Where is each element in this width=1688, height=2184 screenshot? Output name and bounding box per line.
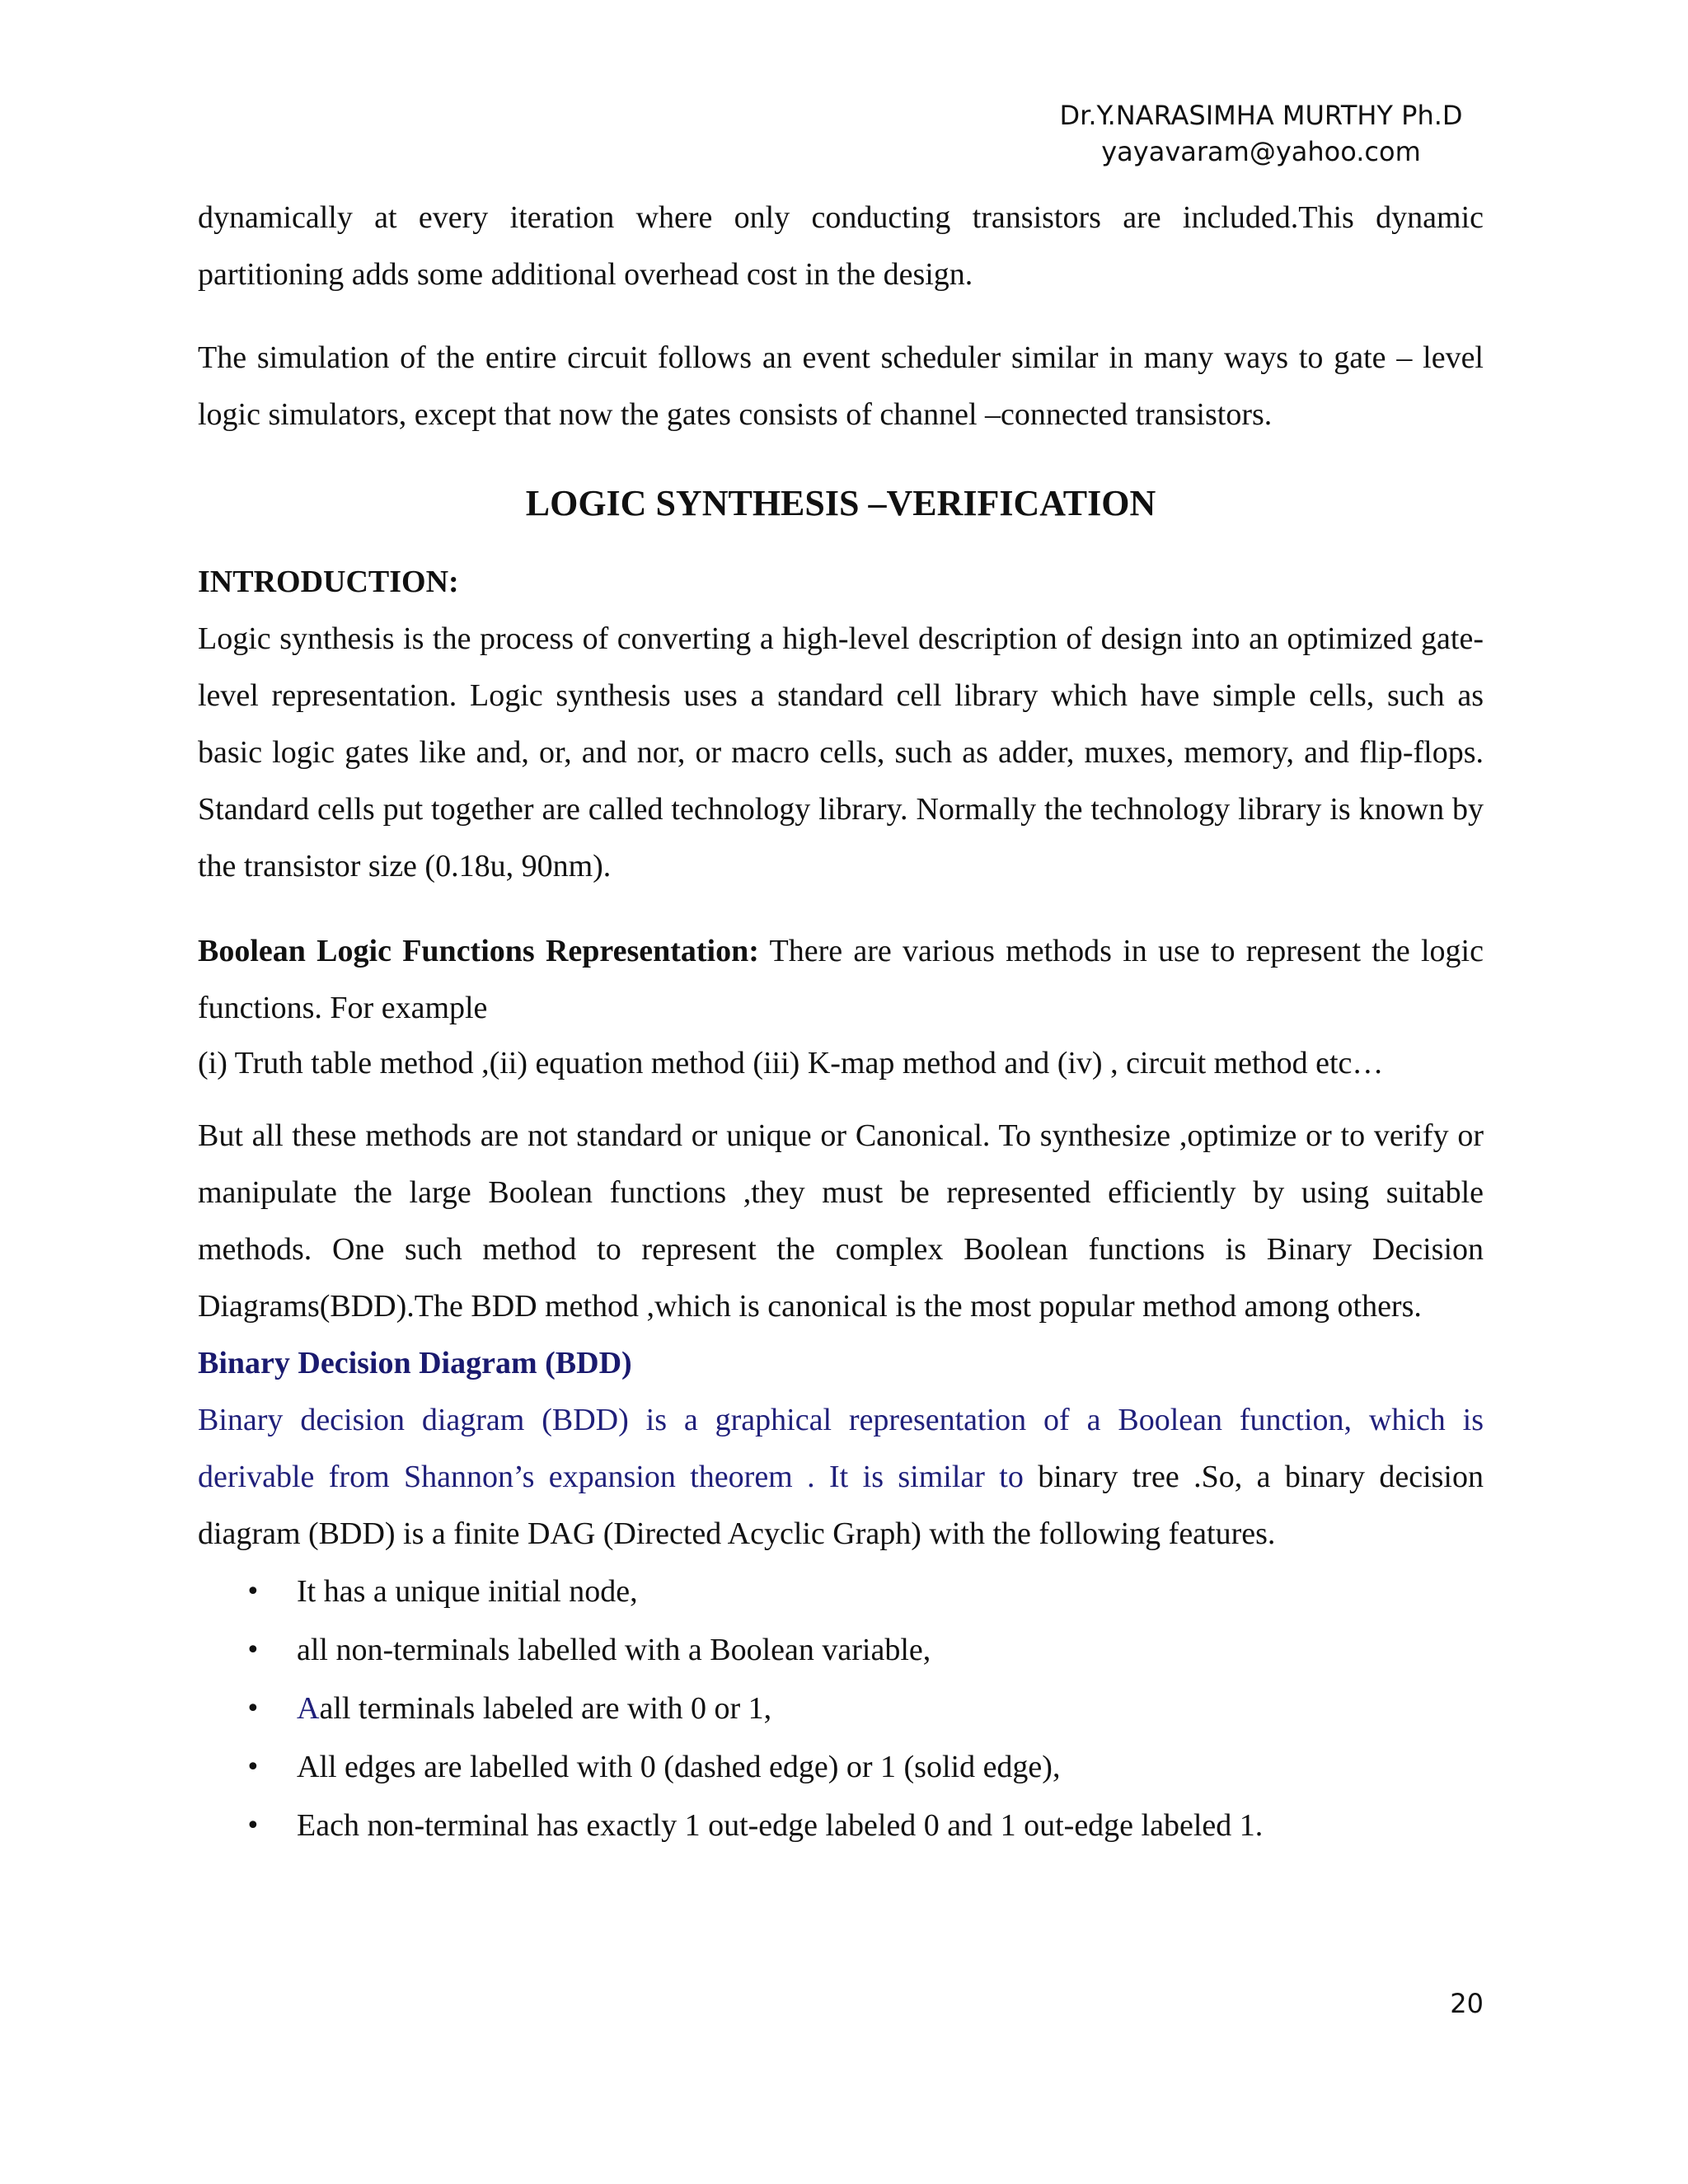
boolean-representation-paragraph (198, 923, 1484, 1037)
feature-text: all terminals labeled are with 0 or 1, (319, 1691, 772, 1726)
feature-text: All edges are labelled with 0 (dashed edge) or 1 (solid edge), (297, 1750, 1061, 1784)
list-item (246, 1621, 1484, 1680)
bullet-icon: • (246, 1753, 260, 1782)
list-item (246, 1797, 1484, 1855)
paragraph-partitioning: dynamically at every iteration where only conducting transistors are included.This dynamic partitioning adds some additional overhead cost in the design. (198, 200, 1484, 292)
list-item (246, 1738, 1484, 1797)
paragraph-simulation: The simulation of the entire circuit follows an event scheduler similar in many ways to gate – level logic simulators, except that now the gates consists of channel –connected transistors. (198, 340, 1484, 432)
methods-list-text: (i) Truth table method ,(ii) equation method (iii) K-map method and (iv) , circuit method etc… (198, 1046, 1384, 1080)
introduction-paragraph: Logic synthesis is the process of converting a high-level description of design into an optimized gate-level representation. Logic synthesis uses a standard cell library which have simple cells, such as basic logic gates like and, or, and nor, or macro cells, such as adder, muxes, memory, and flip-flops. Standard cells put together are called technology library. Normally the technology library is known by the transistor size (0.18u, 90nm). (198, 621, 1484, 883)
bullet-icon: • (246, 1636, 260, 1665)
canonical-paragraph: But all these methods are not standard or unique or Canonical. To synthesize ,optimize or to verify or manipulate the large Boolean functions ,they must be represented efficiently by using suitable methods. One such method to represent the complex Boolean functions is Binary Decision Diagrams(BDD).The BDD method ,which is canonical is the most popular method among others. (198, 1118, 1484, 1324)
bullet-icon: • (246, 1577, 260, 1606)
page-number: 20 (1450, 1988, 1484, 2019)
feature-text: Each non-terminal has exactly 1 out-edge labeled 0 and 1 out-edge labeled 1. (297, 1808, 1264, 1843)
list-item (246, 1563, 1484, 1621)
feature-text: all non-terminals labelled with a Boolean variable, (297, 1633, 931, 1667)
section-title: LOGIC SYNTHESIS –VERIFICATION (525, 483, 1156, 523)
bdd-features-list (198, 1563, 1484, 1855)
bullet-icon: • (246, 1811, 260, 1840)
boolean-representation-text: There are various methods in use to represent the logic functions. For example (198, 934, 1484, 1025)
bdd-text-highlighted: Binary decision diagram (BDD) is a graphical representation of a Boolean function, which is derivable from Shannon’s expansion theorem . It is similar to (198, 1403, 1484, 1494)
bdd-paragraph (198, 1392, 1484, 1563)
bdd-text-plain: binary tree .So, a binary decision diagram (BDD) is a finite DAG (Directed Acyclic Graph) with the following features. (198, 1460, 1484, 1551)
author-email: yayavaram@yahoo.com (1101, 136, 1421, 167)
introduction-heading: INTRODUCTION: (198, 565, 459, 599)
feature-prefix: A (297, 1691, 320, 1726)
page-header (1047, 97, 1475, 170)
bullet-icon: • (246, 1694, 260, 1723)
bdd-heading: Binary Decision Diagram (BDD) (198, 1346, 632, 1380)
author-name: Dr.Y.NARASIMHA MURTHY Ph.D (1059, 100, 1463, 131)
boolean-representation-lead: Boolean Logic Functions Representation: (198, 934, 759, 968)
list-item (246, 1680, 1484, 1738)
feature-text: It has a unique initial node, (297, 1574, 638, 1609)
page-content (198, 190, 1484, 1855)
